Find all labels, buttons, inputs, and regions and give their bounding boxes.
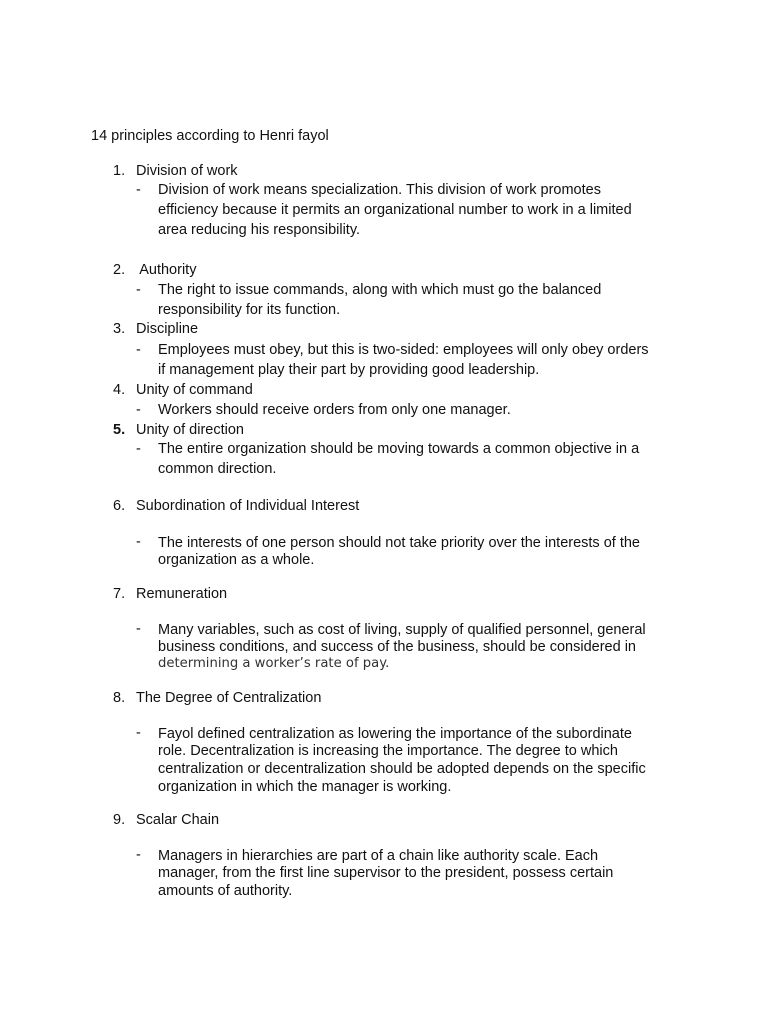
section-title: Scalar Chain xyxy=(136,812,220,828)
section-6-heading xyxy=(113,498,359,514)
section-title: Remuneration xyxy=(136,586,228,602)
bullet-dash: - xyxy=(136,282,141,298)
section-number: 7. xyxy=(113,586,126,602)
bullet-dash: - xyxy=(136,441,141,457)
section-number: 4. xyxy=(113,382,126,398)
section-2-line-1: The right to issue commands, along with which must go the balanced xyxy=(158,282,602,298)
section-title: Unity of direction xyxy=(136,422,244,438)
section-number: 1. xyxy=(113,163,126,179)
section-9-line-2: manager, from the first line supervisor to the president, possess certain xyxy=(158,865,614,881)
section-3-heading xyxy=(113,321,198,337)
section-3-line-1: Employees must obey, but this is two-sided: employees will only obey orders xyxy=(158,342,649,358)
section-title: Unity of command xyxy=(136,382,253,398)
section-5-heading xyxy=(113,422,244,438)
section-title: Authority xyxy=(136,262,197,278)
section-number: 8. xyxy=(113,690,126,706)
section-number: 9. xyxy=(113,812,126,828)
document-title: 14 principles according to Henri fayol xyxy=(91,128,329,144)
section-number: 2. xyxy=(113,262,126,278)
section-8-line-3: centralization or decentralization should be adopted depends on the specific xyxy=(158,761,646,777)
section-8-line-2: role. Decentralization is increasing the importance. The degree to which xyxy=(158,743,618,759)
section-8-heading xyxy=(113,690,321,706)
bullet-dash: - xyxy=(136,621,141,637)
section-7-line-3: determining a worker’s rate of pay. xyxy=(158,656,390,671)
section-9-line-1: Managers in hierarchies are part of a chain like authority scale. Each xyxy=(158,848,599,864)
section-2-heading xyxy=(113,262,196,278)
bullet-dash: - xyxy=(136,534,141,550)
section-8-line-4: organization in which the manager is working. xyxy=(158,779,452,795)
bullet-dash: - xyxy=(136,342,141,358)
section-9-line-3: amounts of authority. xyxy=(158,883,293,899)
bullet-dash: - xyxy=(136,847,141,863)
section-title: Subordination of Individual Interest xyxy=(136,498,360,514)
section-8-line-1: Fayol defined centralization as lowering the importance of the subordinate xyxy=(158,726,632,742)
section-1-heading xyxy=(113,163,238,179)
section-4-line-1: Workers should receive orders from only one manager. xyxy=(158,402,511,418)
section-1-line-2: efficiency because it permits an organizational number to work in a limited xyxy=(158,202,632,218)
section-number: 3. xyxy=(113,321,126,337)
section-3-line-2: if management play their part by providing good leadership. xyxy=(158,362,540,378)
section-9-heading xyxy=(113,812,219,828)
section-number: 6. xyxy=(113,498,126,514)
section-5-line-2: common direction. xyxy=(158,461,277,477)
section-6-line-2: organization as a whole. xyxy=(158,552,315,568)
section-1-line-3: area reducing his responsibility. xyxy=(158,222,361,238)
section-7-line-1: Many variables, such as cost of living, supply of qualified personnel, general xyxy=(158,622,646,638)
section-7-line-2: business conditions, and success of the business, should be considered in xyxy=(158,639,636,655)
bullet-dash: - xyxy=(136,182,141,198)
section-7-heading xyxy=(113,586,227,602)
bullet-dash: - xyxy=(136,725,141,741)
bullet-dash: - xyxy=(136,402,141,418)
section-title: The Degree of Centralization xyxy=(136,690,322,706)
section-5-line-1: The entire organization should be moving towards a common objective in a xyxy=(158,441,640,457)
section-title: Division of work xyxy=(136,163,238,179)
section-1-line-1: Division of work means specialization. This division of work promotes xyxy=(158,182,601,198)
section-2-line-2: responsibility for its function. xyxy=(158,302,341,318)
section-number: 5. xyxy=(113,422,126,438)
section-4-heading xyxy=(113,382,253,398)
section-6-line-1: The interests of one person should not take priority over the interests of the xyxy=(158,535,640,551)
section-title: Discipline xyxy=(136,321,199,337)
